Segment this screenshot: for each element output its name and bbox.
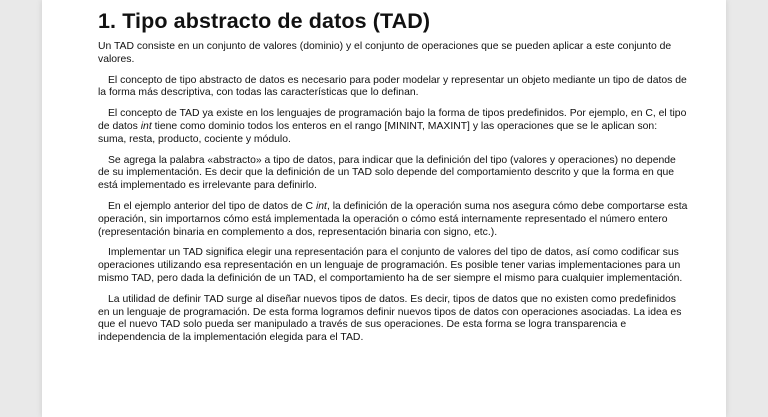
code-term: int — [140, 120, 152, 132]
paragraph-predefined-types — [98, 108, 688, 146]
paragraph-text: tiene como dominio todos los enteros en el rango [MININT, MAXINT] y las operaciones que se le aplican son: suma, resta, producto, cociente y módulo. — [98, 120, 658, 145]
paragraph-concept: El concepto de tipo abstracto de datos es necesario para poder modelar y representar un objeto mediante un tipo de datos de la forma más descriptiva, con todas las características que lo definan. — [98, 74, 687, 99]
paragraph-implementation: Implementar un TAD significa elegir una representación para el conjunto de valores del tipo de datos, así como codificar sus operaciones utilizando esa representación en un lenguaje de programación. Es posible tener varias implementaciones para un mismo TAD, pero dada la definición de un TAD, el comportamiento ha de ser siempre el mismo para cualquier implementación. — [98, 247, 683, 284]
paragraph-abstract: Se agrega la palabra «abstracto» a tipo de datos, para indicar que la definición del tipo (valores y operaciones) no depende de su implementación. Es decir que la definición de un TAD solo depende del comportamiento descrito y que la forma en que está implementado es irrelevante para definirlo. — [98, 154, 676, 192]
paragraph-example — [98, 201, 688, 239]
document-content — [98, 8, 688, 353]
code-term: int — [315, 200, 327, 212]
paragraph-utility: La utilidad de definir TAD surge al diseñar nuevos tipos de datos. Es decir, tipos de datos que no existen como predefinidos en un lenguaje de programación. De esta forma logramos definir nuevos tipos de datos con operaciones asociadas. La idea es que el nuevo TAD solo pueda ser manipulado a través de sus operaciones. De esta forma se logra transparencia e independencia de la implementación elegida para el TAD. — [98, 293, 682, 344]
paragraph-text: El concepto de TAD ya existe en los lenguajes de programación bajo la forma de tipos predefinidos. Por ejemplo, en C, el tipo de datos — [98, 108, 687, 132]
paragraph-text: En el ejemplo anterior del tipo de datos de C — [108, 200, 316, 212]
document-page — [42, 0, 726, 417]
paragraph-definition: Un TAD consiste en un conjunto de valores (dominio) y el conjunto de operaciones que se pueden aplicar a este conjunto de valores. — [98, 41, 672, 65]
section-heading: 1. Tipo abstracto de datos (TAD) — [98, 9, 431, 33]
paragraph-text: , la definición de la operación suma nos asegura cómo debe comportarse esta operación, sin importarnos cómo está implementada la operación o cómo está internamente representado el número entero (representación binaria en complemento a dos, representación binaria con signo, etc.). — [98, 200, 688, 238]
